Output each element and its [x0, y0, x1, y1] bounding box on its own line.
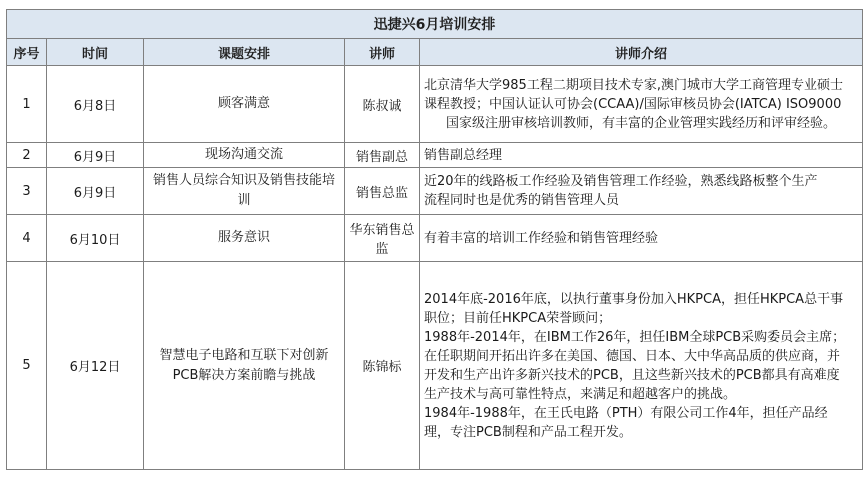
intro-line: 开发和生产出许多新兴技术的PCB，且这些新兴技术的PCB都具有高难度 [424, 367, 840, 383]
table-row [7, 215, 863, 262]
intro-line: 北京清华大学985工程二期项目技术专家,澳门城市大学工商管理专业硕士 [424, 77, 843, 93]
header-no: 序号 [7, 39, 47, 66]
table-title: 迅捷兴6月培训安排 [7, 10, 863, 39]
row-date: 6月9日 [47, 168, 144, 215]
schedule-table [6, 9, 863, 470]
row-intro [420, 215, 863, 262]
row-topic: 服务意识 [144, 215, 345, 262]
intro-line: 近20年的线路板工作经验及销售管理工作经验，熟悉线路板整个生产 [424, 174, 818, 189]
intro-line: 有着丰富的培训工作经验和销售管理经验 [424, 230, 659, 246]
header-intro: 讲师介绍 [420, 39, 863, 66]
header-row [7, 39, 863, 66]
intro-line: 1984年-1988年，在王氏电路（PTH）有限公司工作4年，担任产品经 [424, 405, 828, 421]
row-no: 4 [7, 215, 47, 262]
table-row [7, 262, 863, 470]
row-date: 6月12日 [47, 262, 144, 470]
title-row [7, 10, 863, 39]
row-date: 6月9日 [47, 143, 144, 168]
row-date: 6月8日 [47, 66, 144, 143]
row-topic: 顾客满意 [144, 66, 345, 143]
row-topic: 销售人员综合知识及销售技能培训 [144, 168, 345, 215]
row-topic: 现场沟通交流 [144, 143, 345, 168]
row-lecturer: 销售副总 [345, 143, 420, 168]
header-date: 时间 [47, 39, 144, 66]
row-topic: 智慧电子电路和互联下对创新PCB解决方案前瞻与挑战 [144, 262, 345, 470]
table-row [7, 66, 863, 143]
intro-line: 销售副总经理 [424, 147, 503, 163]
intro-line: 流程同时也是优秀的销售管理人员 [424, 193, 620, 208]
intro-line: 2014年底-2016年底，以执行董事身份加入HKPCA，担任HKPCA总干事 [424, 291, 844, 307]
header-topic: 课题安排 [144, 39, 345, 66]
row-intro [420, 168, 863, 215]
table-row [7, 143, 863, 168]
intro-line: 国家级注册审核培训教师，有丰富的企业管理实践经历和评审经验。 [446, 115, 837, 131]
row-lecturer: 陈叔诚 [345, 66, 420, 143]
training-schedule [6, 9, 863, 470]
row-lecturer: 陈锦标 [345, 262, 420, 470]
row-no: 1 [7, 66, 47, 143]
intro-line: 理，专注PCB制程和产品工程开发。 [424, 424, 632, 440]
intro-line: 课程教授；中国认证认可协会(CCAA)/国际审核员协会(IATCA) ISO9000 [424, 96, 842, 112]
intro-line: 生产技术与高可靠性特点，来满足和超越客户的挑战。 [424, 386, 737, 402]
intro-line: 1988年-2014年，在IBM工作26年，担任IBM全球PCB采购委员会主席； [424, 329, 846, 345]
row-no: 3 [7, 168, 47, 215]
row-intro [420, 143, 863, 168]
intro-line: 在任职期间开拓出许多在美国、德国、日本、大中华高品质的供应商，并 [424, 348, 841, 364]
row-no: 5 [7, 262, 47, 470]
row-lecturer: 华东销售总监 [345, 215, 420, 262]
row-date: 6月10日 [47, 215, 144, 262]
header-lecturer: 讲师 [345, 39, 420, 66]
intro-line: 职位；目前任HKPCA荣誉顾问； [424, 310, 612, 326]
row-intro [420, 262, 863, 470]
row-no: 2 [7, 143, 47, 168]
row-intro [420, 66, 863, 143]
table-row [7, 168, 863, 215]
row-lecturer: 销售总监 [345, 168, 420, 215]
